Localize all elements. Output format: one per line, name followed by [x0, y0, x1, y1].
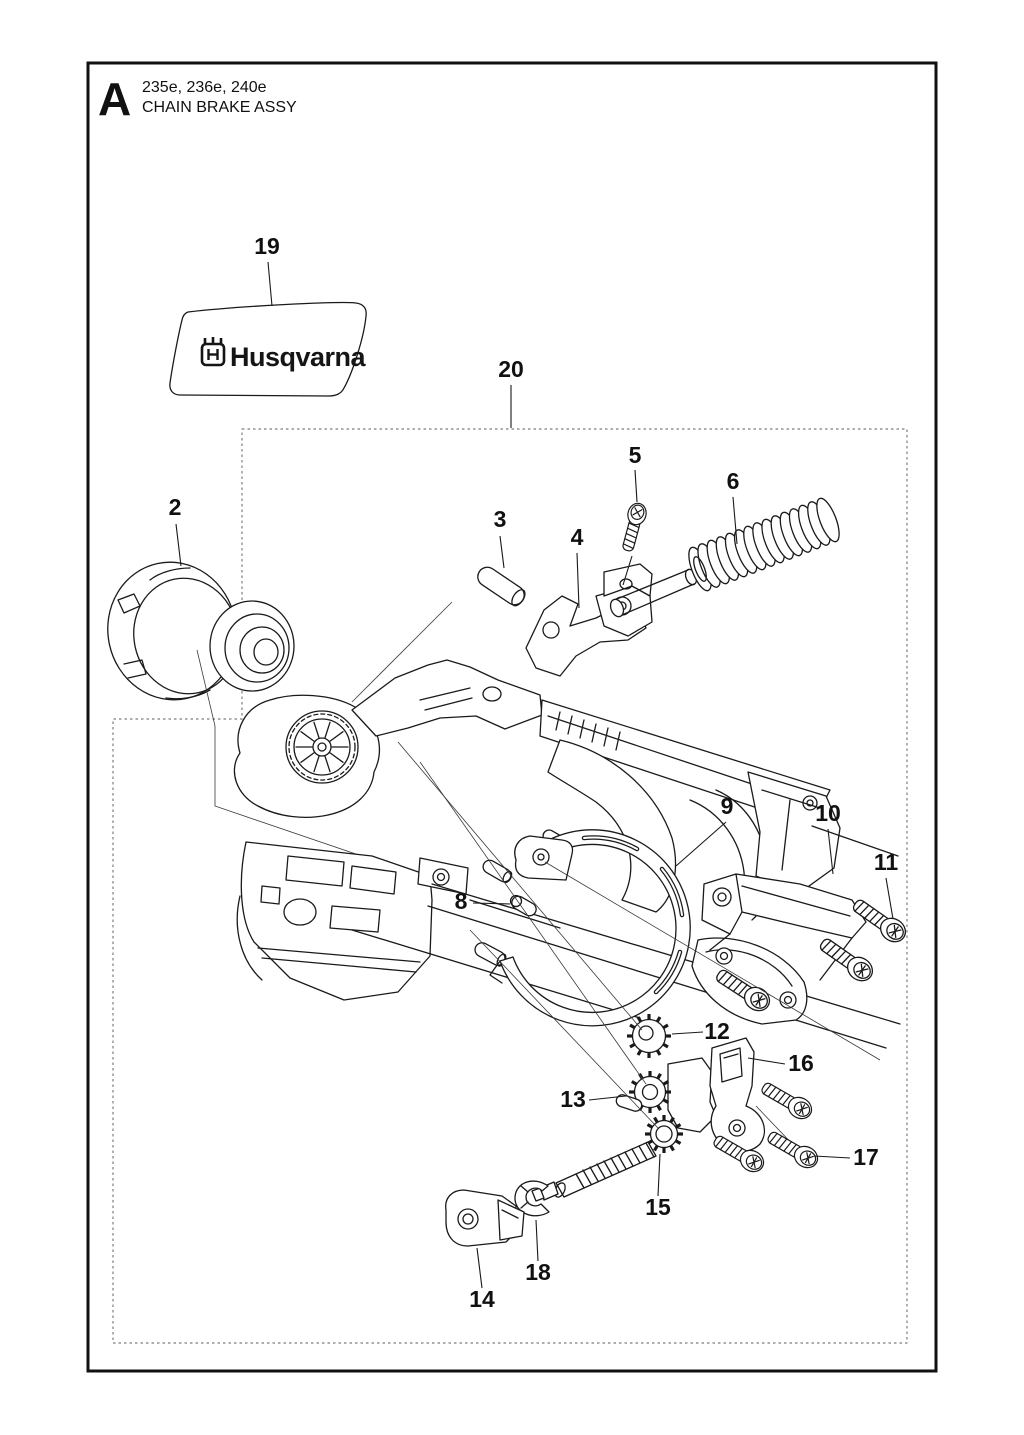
- callout-4: 4: [570, 524, 584, 550]
- callout-6: 6: [726, 468, 740, 494]
- part-3-pin: [474, 564, 528, 609]
- part-4-brake-lever: [526, 564, 652, 676]
- callout-17: 17: [853, 1144, 879, 1170]
- header: [98, 73, 297, 125]
- callout-12: 12: [704, 1018, 730, 1044]
- part-2-clutch-drum: [95, 550, 294, 712]
- part-19-husqvarna-decal: [170, 303, 367, 396]
- callout-18: 18: [525, 1259, 551, 1285]
- callout-14: 14: [469, 1286, 495, 1312]
- callout-11: 11: [873, 849, 899, 875]
- header-models: 235e, 236e, 240e: [142, 79, 267, 96]
- header-title: CHAIN BRAKE ASSY: [142, 99, 297, 116]
- callout-20: 20: [498, 356, 524, 382]
- callout-2: 2: [168, 494, 182, 520]
- callout-9: 9: [720, 793, 734, 819]
- part-5-screw: [619, 501, 649, 553]
- callout-16: 16: [788, 1050, 814, 1076]
- callout-3: 3: [493, 506, 507, 532]
- section-letter: A: [98, 73, 132, 125]
- callout-19: 19: [254, 233, 280, 259]
- callout-8: 8: [454, 888, 468, 914]
- part-9-brake-band: [490, 830, 690, 1026]
- callout-10: 10: [815, 800, 841, 826]
- decal-brand-text: Husqvarna: [230, 342, 366, 372]
- callout-5: 5: [628, 442, 642, 468]
- spring-coils: [684, 496, 843, 594]
- part-14-nut-block: [446, 1190, 524, 1246]
- callout-15: 15: [645, 1194, 671, 1220]
- part-8-pin: [509, 894, 538, 918]
- callout-13: 13: [560, 1086, 586, 1112]
